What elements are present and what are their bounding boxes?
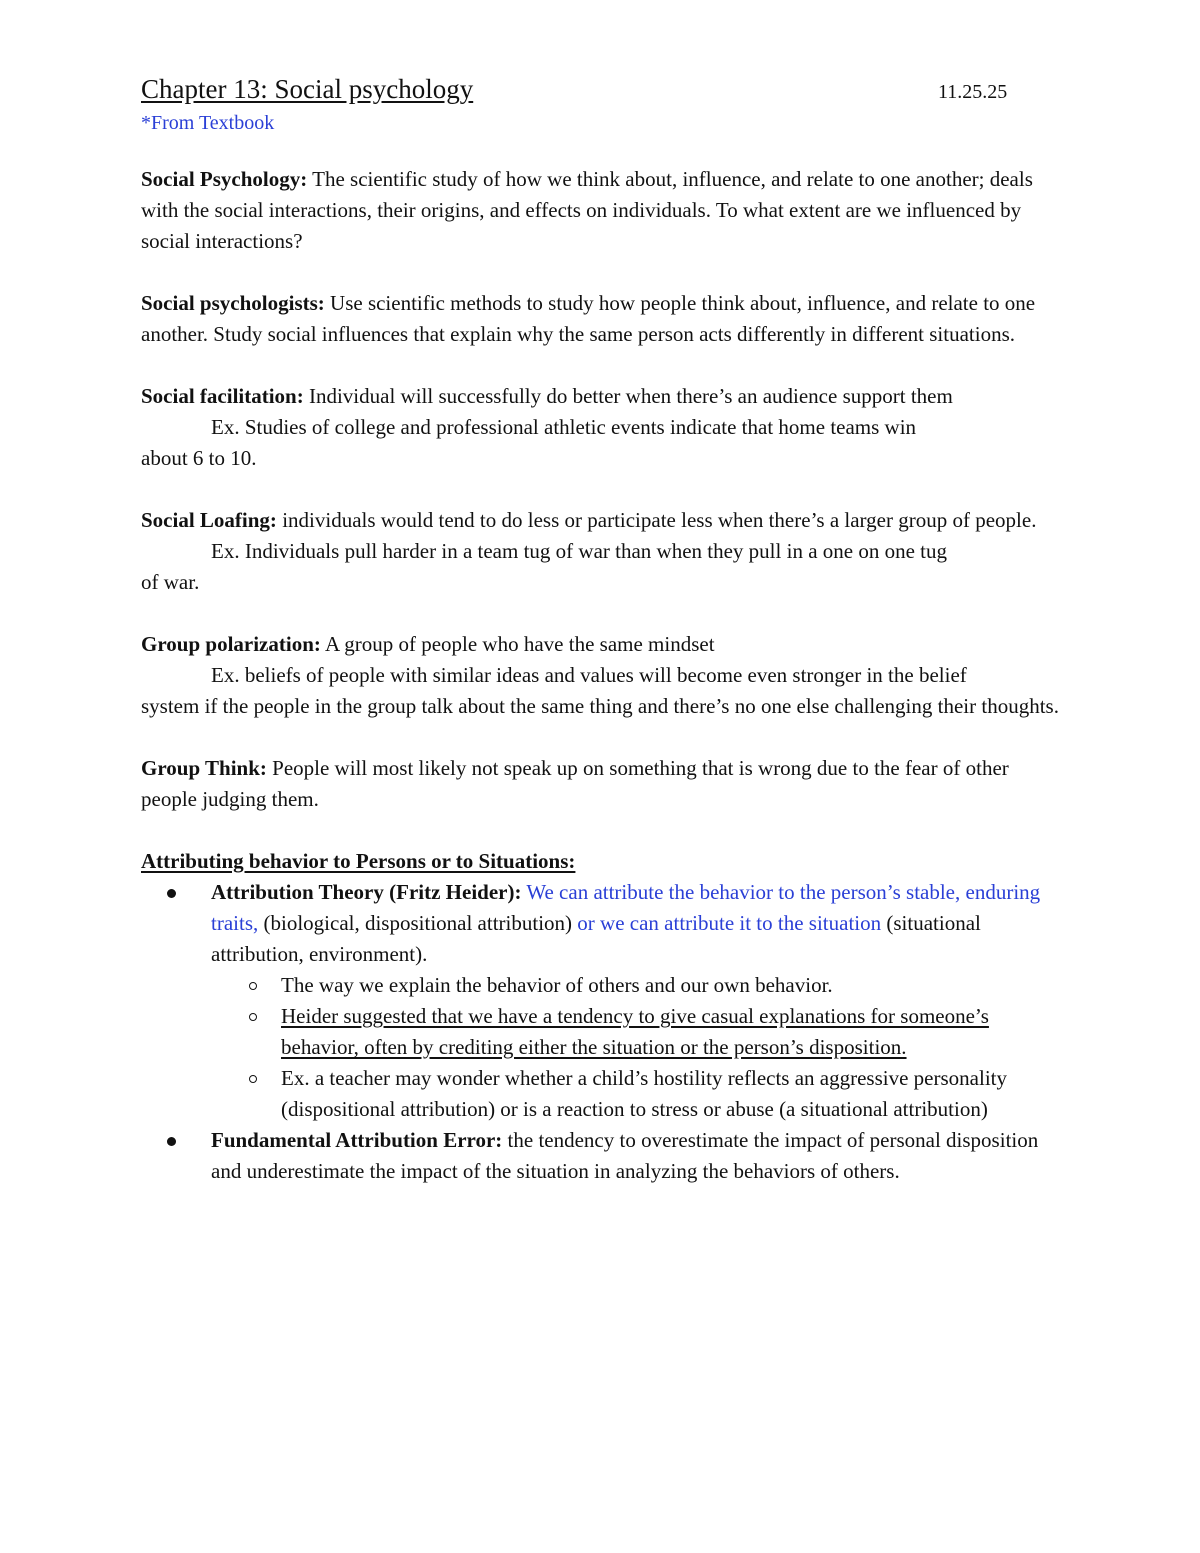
example-continuation: of war. <box>141 570 200 594</box>
list-item-fundamental-attribution-error <box>141 1125 1066 1187</box>
paragraph-group-polarization <box>141 629 1066 660</box>
paragraph-social-facilitation <box>141 381 1066 412</box>
highlighted-text: We can attribute the behavior to the person’s stable, enduring traits, <box>211 880 1041 935</box>
term-label: Social facilitation: <box>141 384 304 408</box>
term-label: Social psychologists: <box>141 291 325 315</box>
example-line: Ex. Studies of college and professional athletic events indicate that home teams win <box>211 415 917 439</box>
header <box>141 70 1066 106</box>
term-definition: The scientific study of how we think about, influence, and relate to one another; deals with the social interactions, their origins, and effects on individuals. To what extent are we influenced by social interactions? <box>141 167 1033 253</box>
bullet-icon <box>167 889 176 898</box>
paragraph-social-psychology <box>141 164 1066 257</box>
date-label: 11.25.25 <box>938 81 1008 103</box>
sub-item-text: Heider suggested that we have a tendency to give casual explanations for someone’s behavior, often by crediting either the situation or the person’s disposition. <box>281 1004 989 1059</box>
term-label: Group polarization: <box>141 632 321 656</box>
sub-item-text: The way we explain the behavior of others and our own behavior. <box>281 973 833 997</box>
sub-list-item <box>211 1063 1066 1125</box>
term-definition: People will most likely not speak up on something that is wrong due to the fear of other people judging them. <box>141 756 1009 811</box>
spacer <box>141 350 1066 381</box>
term-definition: the tendency to overestimate the impact of personal disposition and underestimate the impact of the situation in analyzing the behaviors of others. <box>211 1128 1039 1183</box>
plain-text: (biological, dispositional attribution) <box>258 911 573 935</box>
term-label: Social Loafing: <box>141 508 277 532</box>
term-definition: Individual will successfully do better when there’s an audience support them <box>303 384 953 408</box>
section-heading: Attributing behavior to Persons or to Situations: <box>141 849 576 873</box>
hollow-bullet-icon <box>249 1013 257 1021</box>
highlighted-text: or we can attribute it to the situation <box>572 911 882 935</box>
example-continuation: system if the people in the group talk about the same thing and there’s no one else challenging their thoughts. <box>141 694 1059 718</box>
example-line: Ex. beliefs of people with similar ideas and values will become even stronger in the belief <box>211 663 967 687</box>
document-page <box>141 70 1066 1187</box>
term-label: Group Think: <box>141 756 267 780</box>
list-item-attribution-theory <box>141 877 1066 1125</box>
bullet-icon <box>167 1137 176 1146</box>
term-definition: individuals would tend to do less or participate less when there’s a larger group of people. <box>276 508 1037 532</box>
spacer <box>141 722 1066 753</box>
hollow-bullet-icon <box>249 1075 257 1083</box>
plain-text: (situational attribution, environment). <box>211 911 981 966</box>
sub-item-text: Ex. a teacher may wonder whether a child’s hostility reflects an aggressive personality (dispositional attribution) or is a reaction to stress or abuse (a situational attribution) <box>281 1066 1007 1121</box>
term-label: Attribution Theory (Fritz Heider): <box>211 880 522 904</box>
bullet-list <box>141 877 1066 1187</box>
paragraph-group-think <box>141 753 1066 815</box>
sub-list-item <box>211 1001 1066 1063</box>
paragraph-social-loafing <box>141 505 1066 536</box>
spacer <box>141 598 1066 629</box>
sub-list-item <box>211 970 1066 1001</box>
spacer <box>141 815 1066 846</box>
term-definition: A group of people who have the same mindset <box>320 632 715 656</box>
page-title: Chapter 13: Social psychology <box>141 74 474 104</box>
sub-list <box>211 970 1066 1125</box>
example-continuation: about 6 to 10. <box>141 446 257 470</box>
spacer <box>141 257 1066 288</box>
term-label: Fundamental Attribution Error: <box>211 1128 503 1152</box>
hollow-bullet-icon <box>249 982 257 990</box>
spacer <box>141 474 1066 505</box>
term-definition: Use scientific methods to study how people think about, influence, and relate to one another. Study social influences that explain why the same person acts differently in different situations. <box>141 291 1036 346</box>
paragraph-social-psychologists <box>141 288 1066 350</box>
source-note: *From Textbook <box>141 112 275 134</box>
example-line: Ex. Individuals pull harder in a team tug of war than when they pull in a one on one tug <box>211 539 947 563</box>
term-label: Social Psychology: <box>141 167 308 191</box>
